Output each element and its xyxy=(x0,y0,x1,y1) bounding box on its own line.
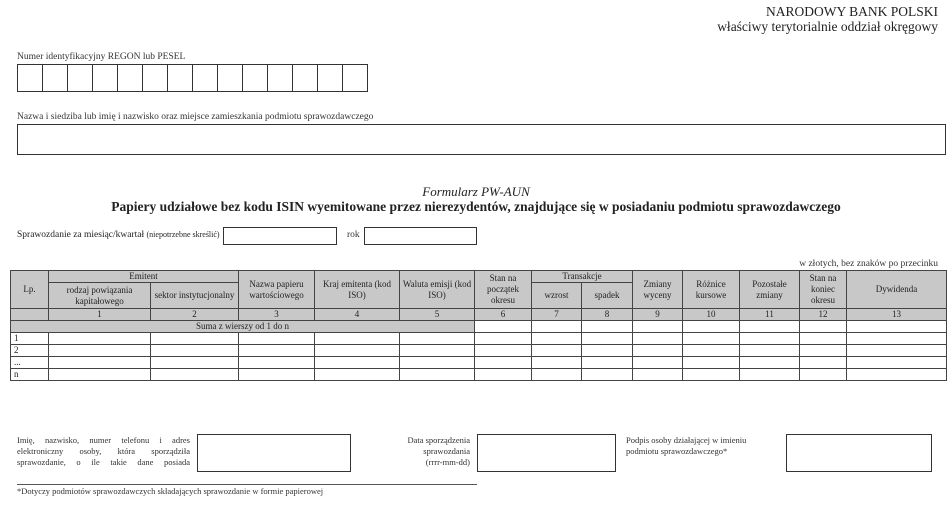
sum-cell[interactable] xyxy=(847,321,947,333)
footnote-divider xyxy=(17,484,477,485)
regon-digit[interactable] xyxy=(42,64,68,92)
data-cell[interactable] xyxy=(400,357,475,369)
data-cell[interactable] xyxy=(847,345,947,357)
header-roznice-kursowe: Różnice kursowe xyxy=(683,271,740,309)
header-stan-koniec: Stan na koniec okresu xyxy=(800,271,847,309)
row-number: 2 xyxy=(11,345,49,357)
form-title: Formularz PW-AUN xyxy=(422,184,530,199)
footnote: *Dotyczy podmiotów sprawozdawczych składających sprawozdanie w formie papierowej xyxy=(17,486,324,496)
col-number xyxy=(11,309,49,321)
bank-header xyxy=(717,4,938,34)
data-cell[interactable] xyxy=(847,333,947,345)
regon-digit[interactable] xyxy=(167,64,193,92)
data-cell[interactable] xyxy=(532,357,582,369)
header-spadek: spadek xyxy=(582,283,633,309)
date-format: (rrrr-mm-dd) xyxy=(425,457,470,467)
data-cell[interactable] xyxy=(740,357,800,369)
data-cell[interactable] xyxy=(683,369,740,381)
header-rodzaj-powiazania: rodzaj powiązania kapitałowego xyxy=(49,283,151,309)
data-cell[interactable] xyxy=(239,357,315,369)
data-cell[interactable] xyxy=(582,333,633,345)
sum-cell[interactable] xyxy=(532,321,582,333)
sum-cell[interactable] xyxy=(740,321,800,333)
units-note: w złotych, bez znaków po przecinku xyxy=(799,259,938,269)
entity-name-field[interactable] xyxy=(17,124,946,155)
header-kraj-emitenta: Kraj emitenta (kod ISO) xyxy=(315,271,400,309)
sum-cell[interactable] xyxy=(475,321,532,333)
data-cell[interactable] xyxy=(800,333,847,345)
contact-label: Imię, nazwisko, numer telefonu i adres elektroniczny osoby, która sporządziła sprawozdanie, o ile takie dane posiada xyxy=(17,435,190,467)
data-cell[interactable] xyxy=(475,369,532,381)
year-label: rok xyxy=(347,230,360,240)
data-cell[interactable] xyxy=(800,345,847,357)
row-number: n xyxy=(11,369,49,381)
data-cell[interactable] xyxy=(151,369,239,381)
header-wzrost: wzrost xyxy=(532,283,582,309)
branch-name: właściwy terytorialnie oddział okręgowy xyxy=(717,19,938,34)
data-cell[interactable] xyxy=(633,357,683,369)
data-cell[interactable] xyxy=(847,357,947,369)
sum-cell[interactable] xyxy=(800,321,847,333)
header-stan-poczatek: Stan na początek okresu xyxy=(475,271,532,309)
data-cell[interactable] xyxy=(239,369,315,381)
data-cell[interactable] xyxy=(582,357,633,369)
header-lp: Lp. xyxy=(11,271,49,309)
data-cell[interactable] xyxy=(151,357,239,369)
regon-digit[interactable] xyxy=(317,64,343,92)
date-label: Data sporządzenia sprawozdania xyxy=(407,435,470,456)
data-cell[interactable] xyxy=(475,345,532,357)
col-number: 13 xyxy=(847,309,947,321)
data-cell[interactable] xyxy=(633,333,683,345)
form-subtitle: Papiery udziałowe bez kodu ISIN wyemitowane przez nierezydentów, znajdujące się w posiadaniu podmiotu sprawozdawczego xyxy=(111,199,841,214)
data-cell[interactable] xyxy=(847,369,947,381)
regon-digit[interactable] xyxy=(17,64,43,92)
report-table xyxy=(10,270,947,381)
signature-field[interactable] xyxy=(786,434,932,472)
header-zmiany-wyceny: Zmiany wyceny xyxy=(633,271,683,309)
period-note: (niepotrzebne skreślić) xyxy=(146,230,220,239)
sum-cell[interactable] xyxy=(683,321,740,333)
sum-cell[interactable] xyxy=(633,321,683,333)
year-input[interactable] xyxy=(364,227,477,245)
col-number: 5 xyxy=(400,309,475,321)
data-cell[interactable] xyxy=(683,333,740,345)
regon-digit[interactable] xyxy=(242,64,268,92)
data-cell[interactable] xyxy=(800,357,847,369)
data-cell[interactable] xyxy=(49,345,151,357)
row-number: ... xyxy=(11,357,49,369)
header-emitent: Emitent xyxy=(49,271,239,283)
data-cell[interactable] xyxy=(633,369,683,381)
col-number: 8 xyxy=(582,309,633,321)
data-cell[interactable] xyxy=(582,369,633,381)
header-pozostale-zmiany: Pozostałe zmiany xyxy=(740,271,800,309)
data-cell[interactable] xyxy=(400,345,475,357)
data-cell[interactable] xyxy=(532,369,582,381)
data-cell[interactable] xyxy=(49,357,151,369)
col-number: 4 xyxy=(315,309,400,321)
data-cell[interactable] xyxy=(740,333,800,345)
data-cell[interactable] xyxy=(49,369,151,381)
header-nazwa-papieru: Nazwa papieru wartościowego xyxy=(239,271,315,309)
data-cell[interactable] xyxy=(315,333,400,345)
regon-digit[interactable] xyxy=(117,64,143,92)
header-transakcje: Transakcje xyxy=(532,271,633,283)
table-row xyxy=(11,357,947,369)
sum-cell[interactable] xyxy=(582,321,633,333)
data-cell[interactable] xyxy=(740,345,800,357)
regon-field[interactable] xyxy=(17,64,367,92)
data-cell[interactable] xyxy=(315,357,400,369)
data-cell[interactable] xyxy=(151,345,239,357)
data-cell[interactable] xyxy=(740,369,800,381)
col-number: 9 xyxy=(633,309,683,321)
col-number: 1 xyxy=(49,309,151,321)
regon-digit[interactable] xyxy=(342,64,368,92)
regon-digit[interactable] xyxy=(92,64,118,92)
data-cell[interactable] xyxy=(683,357,740,369)
table-row xyxy=(11,369,947,381)
period-label: Sprawozdanie za miesiąc/kwartał xyxy=(17,230,145,240)
data-cell[interactable] xyxy=(239,333,315,345)
data-cell[interactable] xyxy=(151,333,239,345)
regon-label: Numer identyfikacyjny REGON lub PESEL xyxy=(17,52,186,62)
data-cell[interactable] xyxy=(239,345,315,357)
data-cell[interactable] xyxy=(582,345,633,357)
period-label-group xyxy=(17,230,220,240)
data-cell[interactable] xyxy=(400,369,475,381)
data-cell[interactable] xyxy=(475,333,532,345)
row-number: 1 xyxy=(11,333,49,345)
period-input[interactable] xyxy=(223,227,337,245)
data-cell[interactable] xyxy=(400,333,475,345)
col-number: 12 xyxy=(800,309,847,321)
col-number: 7 xyxy=(532,309,582,321)
header-dywidenda: Dywidenda xyxy=(847,271,947,309)
data-cell[interactable] xyxy=(633,345,683,357)
entity-label: Nazwa i siedziba lub imię i nazwisko oraz miejsce zamieszkania podmiotu sprawozdawczego xyxy=(17,112,374,122)
col-number: 2 xyxy=(151,309,239,321)
contact-field[interactable] xyxy=(197,434,351,472)
data-cell[interactable] xyxy=(532,345,582,357)
col-number: 3 xyxy=(239,309,315,321)
regon-digit[interactable] xyxy=(217,64,243,92)
date-label-group xyxy=(360,435,470,468)
regon-digit[interactable] xyxy=(142,64,168,92)
header-sektor: sektor instytucjonalny xyxy=(151,283,239,309)
signature-label: Podpis osoby działającej w imieniu podmiotu sprawozdawczego* xyxy=(626,435,747,456)
regon-digit[interactable] xyxy=(67,64,93,92)
col-number: 6 xyxy=(475,309,532,321)
data-cell[interactable] xyxy=(800,369,847,381)
data-cell[interactable] xyxy=(49,333,151,345)
regon-digit[interactable] xyxy=(192,64,218,92)
col-number: 10 xyxy=(683,309,740,321)
sum-row-label: Suma z wierszy od 1 do n xyxy=(11,321,475,333)
header-waluta-emisji: Waluta emisji (kod ISO) xyxy=(400,271,475,309)
data-cell[interactable] xyxy=(683,345,740,357)
data-cell[interactable] xyxy=(532,333,582,345)
table-row xyxy=(11,345,947,357)
data-cell[interactable] xyxy=(315,345,400,357)
col-number: 11 xyxy=(740,309,800,321)
data-cell[interactable] xyxy=(475,357,532,369)
regon-digit[interactable] xyxy=(292,64,318,92)
table-row xyxy=(11,333,947,345)
date-field[interactable] xyxy=(477,434,616,472)
regon-digit[interactable] xyxy=(267,64,293,92)
data-cell[interactable] xyxy=(315,369,400,381)
bank-name: NARODOWY BANK POLSKI xyxy=(766,4,938,19)
